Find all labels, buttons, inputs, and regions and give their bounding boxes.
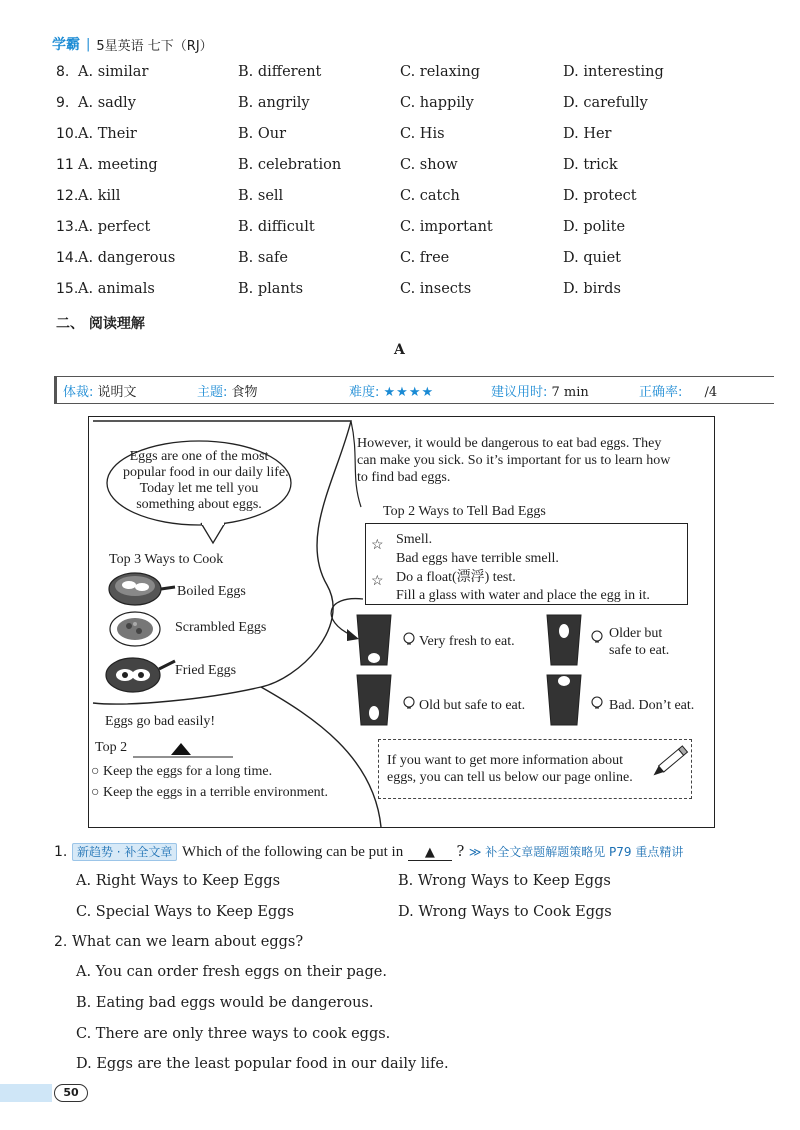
brand-logo: 学霸 bbox=[52, 37, 80, 53]
cloze-option-b[interactable]: B. Our bbox=[238, 126, 287, 142]
result-very-fresh: Very fresh to eat. bbox=[419, 634, 515, 649]
cook-item-boiled: Boiled Eggs bbox=[177, 584, 246, 599]
cloze-option-c[interactable]: C. insects bbox=[400, 281, 472, 297]
passage-info-bar bbox=[54, 376, 774, 404]
cloze-option-c[interactable]: C. catch bbox=[400, 188, 460, 204]
cloze-option-d[interactable]: D. Her bbox=[563, 126, 612, 142]
intro-text: Eggs are one of the most popular food in our daily life. Today let me tell you something about eggs. bbox=[123, 449, 289, 512]
cloze-option-a[interactable]: A. Their bbox=[78, 126, 137, 142]
cloze-option-a[interactable]: A. kill bbox=[78, 188, 121, 204]
glass-old-safe-icon bbox=[357, 675, 391, 725]
cloze-row bbox=[0, 157, 800, 181]
cloze-option-d[interactable]: D. quiet bbox=[563, 250, 621, 266]
question-number: 13. bbox=[56, 219, 79, 235]
question-number: 8. bbox=[56, 64, 70, 80]
q2-option-a[interactable]: A. You can order fresh eggs on their page. bbox=[76, 964, 387, 980]
cook-item-fried: Fried Eggs bbox=[175, 663, 237, 678]
cloze-option-d[interactable]: D. birds bbox=[563, 281, 621, 297]
difficulty-info: 难度: ★★★★ bbox=[349, 384, 435, 400]
page-header bbox=[52, 34, 213, 54]
cloze-row bbox=[0, 64, 800, 88]
ways-box bbox=[365, 523, 688, 605]
question-number: 11 bbox=[56, 157, 74, 173]
q1-option-d[interactable]: D. Wrong Ways to Cook Eggs bbox=[398, 904, 612, 920]
top2-label: Top 2 bbox=[95, 740, 128, 755]
go-bad-text: Eggs go bad easily! bbox=[105, 714, 216, 729]
cloze-option-b[interactable]: B. angrily bbox=[238, 95, 310, 111]
warning-text: However, it would be dangerous to eat bad eggs. They can make you sick. So it’s important for us to learn how to find bad eggs. bbox=[357, 436, 671, 485]
question-number: 15. bbox=[56, 281, 79, 297]
blank-triangle bbox=[171, 743, 191, 755]
star-outline-icon: ☆ bbox=[371, 573, 384, 589]
cloze-option-c[interactable]: C. happily bbox=[400, 95, 474, 111]
cloze-option-d[interactable]: D. carefully bbox=[563, 95, 648, 111]
glass-very-fresh-icon bbox=[357, 615, 391, 665]
cook-item-scrambled: Scrambled Eggs bbox=[175, 620, 267, 635]
passage-letter: A bbox=[394, 342, 405, 358]
cloze-option-a[interactable]: A. animals bbox=[78, 281, 155, 297]
cloze-option-b[interactable]: B. safe bbox=[238, 250, 288, 266]
cloze-option-b[interactable]: B. plants bbox=[238, 281, 304, 297]
result-older-safe-1: Older but bbox=[609, 626, 663, 641]
cloze-row bbox=[0, 281, 800, 305]
cloze-option-c[interactable]: C. free bbox=[400, 250, 450, 266]
bubble-tail bbox=[201, 523, 225, 543]
accuracy-info: 正确率: /4 bbox=[639, 384, 718, 400]
cloze-option-d[interactable]: D. trick bbox=[563, 157, 618, 173]
header-separator: | bbox=[86, 36, 91, 52]
cloze-option-b[interactable]: B. difficult bbox=[238, 219, 315, 235]
result-bad: Bad. Don’t eat. bbox=[609, 698, 695, 713]
question-1: 1. 新趋势 · 补全文章 Which of the following can be put in ▲ ? ≫ 补全文章题解题策略见 P79 重点精讲 bbox=[54, 844, 684, 860]
topic-info: 主题: 食物 bbox=[197, 384, 258, 400]
result-older-safe-2: safe to eat. bbox=[609, 643, 670, 658]
cloze-option-c[interactable]: C. show bbox=[400, 157, 458, 173]
online-text: If you want to get more information about eggs, you can tell us below our page online. bbox=[387, 753, 633, 785]
cloze-option-d[interactable]: D. polite bbox=[563, 219, 626, 235]
difficulty-stars: ★★★★ bbox=[383, 384, 435, 400]
cloze-option-a[interactable]: A. dangerous bbox=[78, 250, 176, 266]
glass-bad-icon bbox=[547, 675, 581, 725]
question-2: 2. What can we learn about eggs? bbox=[54, 934, 304, 950]
cloze-option-b[interactable]: B. celebration bbox=[238, 157, 342, 173]
cloze-option-d[interactable]: D. protect bbox=[563, 188, 637, 204]
cloze-row bbox=[0, 250, 800, 274]
q1-option-b[interactable]: B. Wrong Ways to Keep Eggs bbox=[398, 873, 611, 889]
cook-title: Top 3 Ways to Cook bbox=[109, 552, 224, 567]
boiled-egg-pan-icon bbox=[109, 573, 175, 605]
page-number: 50 bbox=[54, 1084, 88, 1102]
egg-poster bbox=[88, 416, 715, 828]
tell-title: Top 2 Ways to Tell Bad Eggs bbox=[383, 504, 546, 519]
genre-info: 体裁: 说明文 bbox=[63, 384, 137, 400]
strategy-tip: ≫ 补全文章题解题策略见 P79 重点精讲 bbox=[468, 845, 684, 859]
question-number: 9. bbox=[56, 95, 70, 111]
fried-eggs-pan-icon bbox=[106, 658, 175, 692]
way1-desc: Bad eggs have terrible smell. bbox=[396, 551, 559, 566]
cloze-option-d[interactable]: D. interesting bbox=[563, 64, 664, 80]
cloze-option-c[interactable]: C. important bbox=[400, 219, 493, 235]
cloze-option-a[interactable]: A. sadly bbox=[78, 95, 136, 111]
footer-accent-bar bbox=[0, 1084, 52, 1102]
cloze-option-a[interactable]: A. similar bbox=[78, 64, 149, 80]
cloze-row bbox=[0, 188, 800, 212]
question-number: 14. bbox=[56, 250, 79, 266]
cloze-row bbox=[0, 126, 800, 150]
cloze-option-b[interactable]: B. different bbox=[238, 64, 322, 80]
way2-desc: Fill a glass with water and place the egg in it. bbox=[396, 588, 650, 603]
keep-item: ○ Keep the eggs for a long time. bbox=[91, 764, 273, 779]
q2-option-d[interactable]: D. Eggs are the least popular food in our daily life. bbox=[76, 1056, 449, 1072]
cloze-row bbox=[0, 219, 800, 243]
way1-title: Smell. bbox=[396, 532, 433, 547]
question-number: 12. bbox=[56, 188, 79, 204]
cloze-option-a[interactable]: A. meeting bbox=[78, 157, 158, 173]
way2-title: Do a float(漂浮) test. bbox=[396, 570, 516, 585]
time-info: 建议用时: 7 min bbox=[491, 384, 589, 400]
q2-option-c[interactable]: C. There are only three ways to cook eggs. bbox=[76, 1026, 391, 1042]
cloze-row bbox=[0, 95, 800, 119]
blank-triangle-icon: ▲ bbox=[408, 845, 452, 861]
online-box bbox=[378, 739, 692, 799]
question-tag: 新趋势 · 补全文章 bbox=[72, 843, 177, 861]
q1-option-c[interactable]: C. Special Ways to Keep Eggs bbox=[76, 904, 295, 920]
cloze-option-c[interactable]: C. His bbox=[400, 126, 445, 142]
star-outline-icon: ☆ bbox=[371, 537, 384, 553]
q1-option-a[interactable]: A. Right Ways to Keep Eggs bbox=[76, 873, 281, 889]
glass-older-safe-icon bbox=[547, 615, 581, 665]
cloze-option-b[interactable]: B. sell bbox=[238, 188, 284, 204]
question-number: 10. bbox=[56, 126, 79, 142]
result-old-safe: Old but safe to eat. bbox=[419, 698, 526, 713]
scrambled-eggs-plate-icon bbox=[110, 612, 160, 646]
section-title: 二、 阅读理解 bbox=[56, 316, 145, 332]
book-title: 5星英语 七下（RJ） bbox=[96, 38, 213, 54]
keep-item: ○ Keep the eggs in a terrible environment. bbox=[91, 785, 329, 800]
cloze-option-a[interactable]: A. perfect bbox=[78, 219, 151, 235]
cloze-option-c[interactable]: C. relaxing bbox=[400, 64, 481, 80]
q2-option-b[interactable]: B. Eating bad eggs would be dangerous. bbox=[76, 995, 374, 1011]
